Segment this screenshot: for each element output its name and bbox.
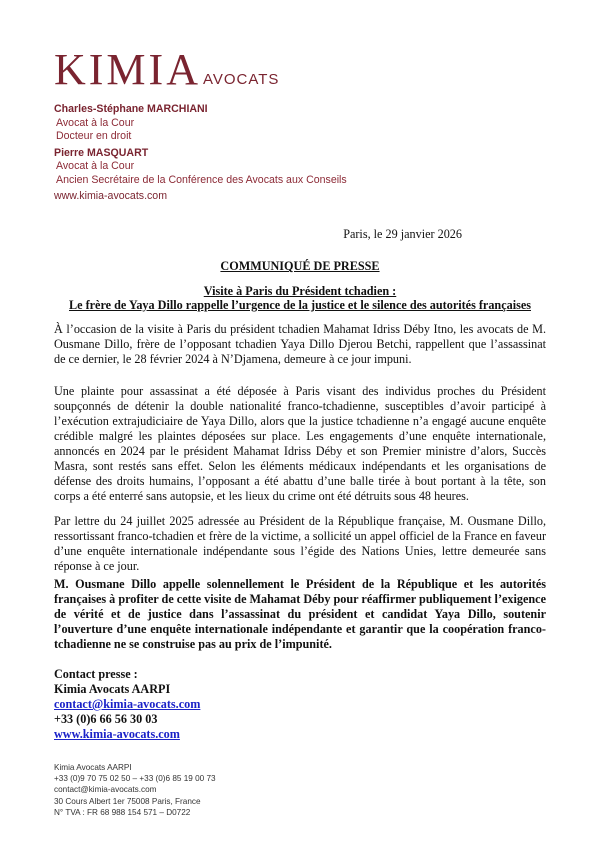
- lawyer-title: Avocat à la Cour: [56, 116, 135, 129]
- lawyers-block: [54, 103, 554, 204]
- contact-phone: +33 (0)6 66 56 30 03: [54, 712, 158, 726]
- subject-block: [40, 284, 560, 312]
- logo-sub-text: AVOCATS: [202, 71, 280, 88]
- dateline: Paris, le 29 janvier 2026: [343, 227, 462, 241]
- contact-website-link[interactable]: www.kimia-avocats.com: [54, 727, 180, 741]
- body-paragraph: Par lettre du 24 juillet 2025 adressée au Président de la République française, M. Ousmane Dillo, ressortissant franco-tchadien et frère de la victime, a sollicité un appel officiel de la France en faveur d’une enquête internationale indépendante sous l’égide des Nations Unies, lettre demeurée sans réponse à ce jour.: [54, 514, 546, 573]
- subject-line-2: Le frère de Yaya Dillo rappelle l’urgence de la justice et le silence des autorités françaises: [69, 298, 531, 312]
- lawyer-title: Docteur en droit: [56, 130, 132, 142]
- body-paragraph: Une plainte pour assassinat a été déposée à Paris visant des individus proches du Président soupçonnés de détenir la double nationalité franco-tchadienne, susceptibles d’avoir participé à l’exécution extrajudiciaire de Yaya Dillo, alors que la justice tchadienne n’a engagé aucune enquête crédible malgré les plaintes déposées sur place. Les engagements d’une enquête internationale, annoncés en 2024 par le président Mahamat Idriss Déby et son Premier ministre d’alors, Succès Masra, sont restés sans effet. Selon les éléments médicaux indépendants et les organisations de défense des droits humains, l’opposant a été abattu d’une balle tirée à bout portant à la tête, son corps a été enterré sans autopsie, et les lieux du crime ont été détruits sous 48 heures.: [54, 384, 546, 503]
- footer-line: 30 Cours Albert 1er 75008 Paris, France: [54, 796, 201, 806]
- footer-line: +33 (0)9 70 75 02 50 – +33 (0)6 85 19 00 73: [54, 774, 216, 784]
- footer-line: Kimia Avocats AARPI: [54, 763, 132, 772]
- footer-line: N° TVA : FR 68 988 154 571 – D0722: [54, 807, 191, 817]
- logo-main-text: KIMIA: [54, 45, 201, 94]
- press-contact-block: [54, 667, 200, 742]
- lawyer-name: Charles-Stéphane MARCHIANI: [54, 103, 208, 115]
- lawyer-title: Avocat à la Cour: [56, 160, 135, 172]
- lawyer-name: Pierre MASQUART: [54, 146, 149, 159]
- footer-line: contact@kimia-avocats.com: [54, 785, 157, 795]
- letterhead-website: www.kimia-avocats.com: [54, 190, 168, 202]
- body-paragraph: À l’occasion de la visite à Paris du président tchadien Mahamat Idriss Déby Itno, les avocats de M. Ousmane Dillo, frère de l’opposant tchadien Yaya Dillo Djerou Betchi, rappellent que l’assassinat de ce dernier, le 28 février 2024 à N’Djamena, demeure à ce jour impuni.: [54, 322, 546, 366]
- contact-firm: Kimia Avocats AARPI: [54, 682, 171, 696]
- firm-logo: [54, 45, 280, 94]
- lawyer-title: Ancien Secrétaire de la Conférence des Avocats aux Conseils: [56, 173, 347, 186]
- document-heading: COMMUNIQUÉ DE PRESSE: [220, 259, 380, 273]
- body-paragraph-bold: M. Ousmane Dillo appelle solennellement le Président de la République et les autorités françaises à profiter de cette visite de Mahamat Déby pour réaffirmer publiquement l’exigence de vérité et de justice dans l’assassinat du président et candidat Yaya Dillo, soutenir l’ouverture d’une enquête internationale indépendante et garantir que la coopération franco-tchadienne ne se construise pas au prix de l’impunité.: [54, 577, 546, 651]
- subject-line-1: Visite à Paris du Président tchadien :: [203, 284, 397, 298]
- footer-block: [54, 762, 216, 818]
- contact-label: Contact presse :: [54, 667, 138, 681]
- contact-email-link[interactable]: contact@kimia-avocats.com: [54, 697, 201, 711]
